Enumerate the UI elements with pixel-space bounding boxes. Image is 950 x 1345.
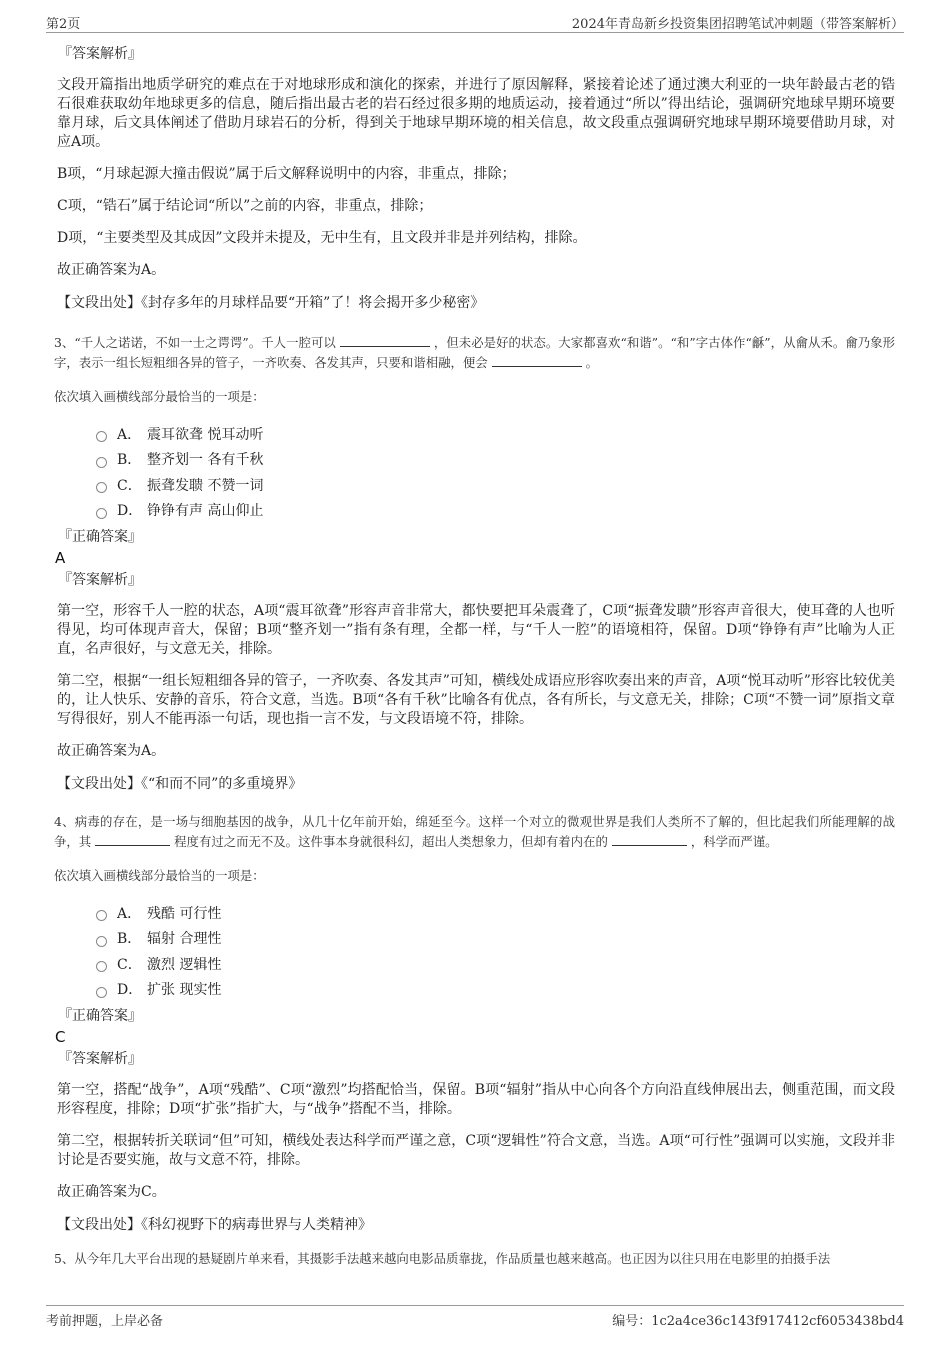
document-title: 2024年青岛新乡投资集团招聘笔试冲刺题（带答案解析） xyxy=(571,17,904,32)
q2-source: 【文段出处】《封存多年的月球样品要“开箱”了！将会揭开多少秘密》 xyxy=(57,295,485,311)
q3-option-c[interactable]: C． 振聋发聩 不赞一词 xyxy=(96,472,895,498)
q2-analysis-para-3: C项，“锆石”属于结论词“所以”之前的内容，非重点，排除； xyxy=(57,198,433,214)
q4-option-d[interactable]: D． 扩张 现实性 xyxy=(96,977,895,1003)
radio-icon[interactable] xyxy=(96,431,107,442)
q3-analysis-para-3: 故正确答案为A。 xyxy=(57,743,166,759)
q4-analysis-label: 『答案解析』 xyxy=(58,1051,142,1067)
radio-icon[interactable] xyxy=(96,910,107,921)
q4-analysis-para-2: 第二空，根据转折关联词“但”可知，横线处表达科学而严谨之意，C项“逻辑性”符合文意，当选。A项“可行性”强调可以实施，文段并非讨论是否要实施，故与文意不符，排除。 xyxy=(57,1133,895,1168)
q3-blank-1 xyxy=(340,334,430,347)
q4-options xyxy=(96,900,895,1002)
q2-analysis-para-2: B项，“月球起源大撞击假说”属于后文解释说明中的内容，非重点，排除； xyxy=(57,166,516,182)
q3-question-text: 3、“千人之诺诺，不如一士之谔谔”。千人一腔可以 ，但未必是好的状态。大家都喜欢“和谐”。“和”字古体作“龢”，从龠从禾。龠乃象形字，表示一组长短粗细各异的管子，一齐吹奏、各发其声，只要和谐相融，便会 。 xyxy=(54,335,895,370)
radio-icon[interactable] xyxy=(96,961,107,972)
q3-analysis-para-1: 第一空，形容千人一腔的状态，A项“震耳欲聋”形容声音非常大，都快要把耳朵震聋了，C项“振聋发聩”形容声音很大，使耳聋的人也听得见，均可体现声音大，保留；B项“整齐划一”指有条有理，全都一样，与“千人一腔”的语境相符，保留。D项“铮铮有声”比喻为人正直，名声很好，与文意无关，排除。 xyxy=(57,603,895,657)
q4-source: 【文段出处】《科幻视野下的病毒世界与人类精神》 xyxy=(57,1217,372,1233)
q4-question-text: 4、病毒的存在，是一场与细胞基因的战争，从几十亿年前开始，绵延至今。这样一个对立的微观世界是我们人类所不了解的，但比起我们所能理解的战争，其 程度有过之而无不及。这件事本身就很科幻，超出人类想象力，但却有着内在的 ，科学而严谨。 xyxy=(54,814,895,849)
q3-option-b[interactable]: B． 整齐划一 各有千秋 xyxy=(96,447,895,473)
page-number: 第2页 xyxy=(46,17,81,32)
q3-options xyxy=(96,421,895,523)
q3-analysis-para-2: 第二空，根据“一组长短粗细各异的管子，一齐吹奏、各发其声”可知，横线处成语应形容吹奏出来的声音，A项“悦耳动听”形容比较优美的，让人快乐、安静的音乐，符合文意，当选。B项“各有千秋”比喻各有优点，各有所长，与文意无关，排除；C项“不赞一词”原指文章写得很好，别人不能再添一句话，现也指一言不发，与文段语境不符，排除。 xyxy=(57,673,895,727)
radio-icon[interactable] xyxy=(96,987,107,998)
q3-correct-label: 『正确答案』 xyxy=(58,529,142,545)
q4-blank-2 xyxy=(612,833,687,846)
q2-analysis-para-1: 文段开篇指出地质学研究的难点在于对地球形成和演化的探索，并进行了原因解释，紧接着论述了通过澳大利亚的一块年龄最古老的锆石很难获取幼年地球更多的信息，随后指出最古老的岩石经过很多期的地质运动，接着通过“所以”得出结论，强调研究地球早期环境要靠月球，后文具体阐述了借助月球岩石的分析，得到关于地球早期环境的相关信息，故文段重点强调研究地球早期环境要借助月球，对应A项。 xyxy=(57,77,895,150)
footer-slogan: 考前押题，上岸必备 xyxy=(46,1314,164,1329)
radio-icon[interactable] xyxy=(96,482,107,493)
q4-blank-1 xyxy=(95,833,170,846)
q5-question-text: 5、从今年几大平台出现的悬疑剧片单来看，其摄影手法越来越向电影品质靠拢，作品质量也越来越高。也正因为以往只用在电影里的拍摄手法 xyxy=(54,1251,831,1266)
q2-analysis-para-4: D项，“主要类型及其成因”文段并未提及，无中生有，且文段并非是并列结构，排除。 xyxy=(57,230,587,246)
radio-icon[interactable] xyxy=(96,508,107,519)
footer-doc-id: 编号：1c2a4ce36c143f917412cf6053438bd4 xyxy=(612,1314,904,1329)
q3-correct-answer: A xyxy=(55,549,66,567)
q2-analysis-label: 『答案解析』 xyxy=(58,46,142,62)
q4-correct-answer: C xyxy=(55,1028,66,1046)
page-header xyxy=(46,12,904,33)
q4-analysis-para-1: 第一空，搭配“战争”，A项“残酷”、C项“激烈”均搭配恰当，保留。B项“辐射”指从中心向各个方向沿直线伸展出去，侧重范围，而文段形容程度，排除；D项“扩张”指扩大，与“战争”搭配不当，排除。 xyxy=(57,1082,895,1117)
q4-option-a[interactable]: A． 残酷 可行性 xyxy=(96,900,895,926)
q4-option-c[interactable]: C． 激烈 逻辑性 xyxy=(96,951,895,977)
q4-prompt: 依次填入画横线部分最恰当的一项是： xyxy=(54,868,265,883)
q4-analysis-para-3: 故正确答案为C。 xyxy=(57,1184,166,1200)
q3-option-a[interactable]: A． 震耳欲聋 悦耳动听 xyxy=(96,421,895,447)
q3-blank-2 xyxy=(492,354,582,367)
q4-correct-label: 『正确答案』 xyxy=(58,1008,142,1024)
page-content xyxy=(55,44,895,1269)
q2-analysis-para-5: 故正确答案为A。 xyxy=(57,262,166,278)
q4-option-b[interactable]: B． 辐射 合理性 xyxy=(96,926,895,952)
radio-icon[interactable] xyxy=(96,457,107,468)
radio-icon[interactable] xyxy=(96,936,107,947)
q3-source: 【文段出处】《“和而不同”的多重境界》 xyxy=(57,776,303,792)
q3-analysis-label: 『答案解析』 xyxy=(58,572,142,588)
q3-option-d[interactable]: D． 铮铮有声 高山仰止 xyxy=(96,498,895,524)
page-footer xyxy=(46,1305,904,1329)
q3-prompt: 依次填入画横线部分最恰当的一项是： xyxy=(54,389,265,404)
